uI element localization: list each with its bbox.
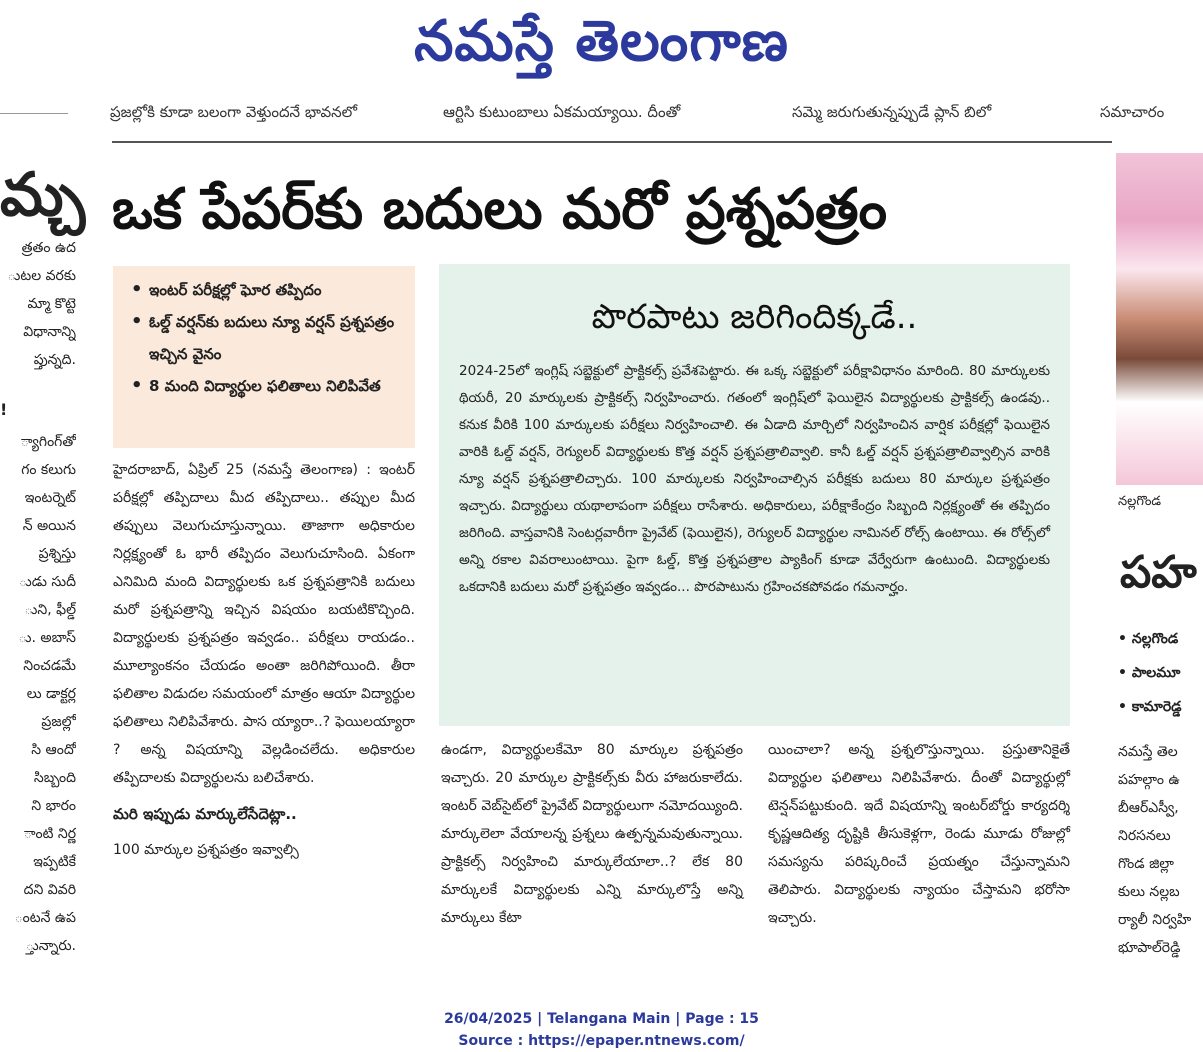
fragment-line: గొండ జిల్లా [1118,856,1174,872]
right-fragment-headline: పహ [1120,547,1197,598]
fragment-mark: ! [0,400,8,419]
info-box-title: పొరపాటు జరిగిందిక్కడే.. [591,297,918,337]
article-headline: ఒక పేపర్‌కు బదులు మరో ప్రశ్నపత్రం [112,177,888,242]
fragment-line: గం కలుగు [21,462,76,478]
right-fragment-column [1118,738,1203,962]
bullet-item: • పాలమూ [1118,665,1181,681]
fragment-line: భూపాల్‌రెడ్డి [1118,940,1181,956]
article-column-2 [441,736,743,932]
fragment-line: ర్యాలీ నిర్వహి [1118,912,1192,928]
fragment-line: ప్తున్నది. [33,352,76,368]
fragment-line: సి ఆందో [31,742,76,758]
fragment-line: నిరసనలు [1118,828,1171,844]
article-column-1 [113,456,415,864]
masthead-logo: నమస్తే తెలంగాణ [414,9,789,74]
right-fragment-bullets [1118,622,1203,724]
fragment-line: పహల్గాం ఉ [1118,772,1180,788]
fragment-line: ్తున్నారు. [25,938,76,954]
fragment-line: ు. అబాస్ [18,630,76,646]
fragment-line: నమస్తే తెల [1118,744,1178,760]
fragment-line: లు డాక్టర్ల [26,686,76,702]
fragment-line: ఇంటర్నెట్ [24,490,76,506]
info-box-body: 2024-25లో ఇంగ్లిష్ సబ్జెక్టులో ప్రాక్టికల్స్ ప్రవేశపెట్టారు. ఈ ఒక్క సబ్జెక్టులో పరీక్షావిధానం మారింది. 80 మార్కులకు థియరీ, 20 మార్కులకు ప్రాక్టికల్స్ నిర్వహించారు. గతంలో ఇంగ్లిష్‌లో ఫెయిలైన విద్యార్థులకు ప్రాక్టికల్స్ ఉండవు.. కనుక వీరికి 100 మార్కులకు పరీక్షలు నిర్వహించాలి. ఈ ఏడాది మార్చిలో నిర్వహించిన వార్షిక పరీక్షల్లో ఫెయిలైన వారికి ఓల్డ్ వర్షన్, రెగ్యులర్ విద్యార్థులకు కొత్త వర్షన్ ప్రశ్నపత్రాలివ్వాలి. కానీ ఓల్డ్ వర్షన్ ప్రశ్నపత్రాలివ్వాల్సిన వారికి న్యూ వర్షన్ ప్రశ్నపత్రాలిచ్చారు. 100 మార్కులకు నిర్వహించాల్సిన పరీక్షకు బదులు 80 మార్కుల ప్రశ్నపత్రం ఇచ్చారు. విద్యార్థులు యథాలాపంగా పరీక్షలు రాసేశారు. అధికారులు, పరీక్షాకేంద్రం సిబ్బంది నిర్లక్ష్యంతో ఈ తప్పిదం జరిగింది. వాస్తవానికి సెంటర్లవారీగా ప్రైవేట్ (ఫెయిలైన), రెగ్యులర్ విద్యార్థుల నామినల్ రోల్స్ ఉంటాయి. ఈ రోల్స్‌లో అన్ని రకాల వివరాలుంటాయి. పైగా ఓల్డ్, కొత్త ప్రశ్నపత్రాల ప్యాకింగ్ కూడా వేర్వేరుగా ఉంటుంది. విద్యార్థులకు ఒకదానికి బదులు మరో ప్రశ్నపత్రం ఇవ్వడం... పొరపాటును గ్రహించకపోవడం గమనార్హం. [459,363,1050,595]
highlight-item: • ఇంటర్ పరీక్షల్లో ఘోర తప్పిదం [131,274,403,306]
fragment-line: దని వివరి [23,882,76,898]
divider [0,113,68,114]
left-fragment-column [0,428,76,960]
fragment-line: ుడు సుదీ [18,574,76,590]
footer-source-link[interactable]: Source : https://epaper.ntnews.com/ [458,1033,745,1049]
fragment-line: నించడమే [23,658,76,674]
fragment-line: త్రతం ఉద [21,240,76,256]
bullet-text: నల్లగొండ [1131,631,1179,647]
teaser-item[interactable]: ఆర్టిసి కుటుంబాలు ఏకమయ్యాయి. దీంతో [443,103,681,121]
article-paragraph: హైదరాబాద్, ఏప్రిల్ 25 (నమస్తే తెలంగాణ) : ఇంటర్ పరీక్షల్లో తప్పిదాలు మీద తప్పిదాలు.. తప్పుల మీద తప్పులు వెలుగుచూస్తున్నాయి. తాజాగా అధికారుల నిర్లక్ష్యంతో ఓ భారీ తప్పిదం వెలుగుచూసింది. ఏకంగా ఎనిమిది మంది విద్యార్థులకు ఒక ప్రశ్నపత్రానికి బదులు మరో ప్రశ్నపత్రాన్ని ఇచ్చిన విషయం బయటికొచ్చింది. విద్యార్థులకు ప్రశ్నపత్రం ఇవ్వడం.. పరీక్షలు రాయడం.. మూల్యాంకనం చేయడం అంతా జరిగిపోయింది. తీరా ఫలితాల విడుదల సమయంలో మాత్రం ఆయా విద్యార్థుల ఫలితాలు నిలిపివేశారు. పాస య్యారా..? ఫెయిలయ్యారా ? అన్న విషయాన్ని వెల్లడించలేదు. అధికారుల తప్పిదాలకు విద్యార్థులను బలిచేశారు. [113,462,415,786]
fragment-line: ాంటి నిర్ణ [23,826,76,842]
fragment-line: ుటల వరకు [7,268,76,284]
fragment-line: ప్రజల్లో [41,714,76,730]
fragment-line: ుని, ఫీల్డ్ [24,602,76,618]
highlight-item: • ఓల్డ్ వర్షన్‌కు బదులు న్యూ వర్షన్ ప్రశ్నపత్రం ఇచ్చిన వైనం [131,306,403,370]
divider [112,141,1112,143]
article-paragraph: యించాలా? అన్న ప్రశ్నలొస్తున్నాయి. ప్రస్తుతానికైతే విద్యార్థుల ఫలితాలు నిలిపివేశారు. దీంతో విద్యార్థుల్లో టెన్షన్‌పట్టుకుంది. ఇదే విషయాన్ని ఇంటర్‌బోర్డు కార్యదర్శి కృష్ణఆదిత్య దృష్టికి తీసుకెళ్లగా, రెండు మూడు రోజుల్లో సమస్యను పరిష్కరించే ప్రయత్నం చేస్తున్నామని తెలిపారు. విద్యార్థులకు న్యాయం చేస్తామని భరోసా ఇచ్చారు. [768,742,1070,926]
article-paragraph: ఉండగా, విద్యార్థులకేమో 80 మార్కుల ప్రశ్నపత్రం ఇచ్చారు. 20 మార్కుల ప్రాక్టికల్స్‌కు వీరు హాజరుకాలేదు. ఇంటర్ వెబ్‌సైట్‌లో ప్రైవేట్ విద్యార్థులుగా నమోదయ్యింది. మార్కులెలా వేయాలన్న ప్రశ్నలు ఉత్పన్నమవుతున్నాయి. ప్రాక్టికల్స్ నిర్వహించి మార్కులేయాలా..? లేక 80 మార్కులకే విద్యార్థులకు ఎన్ని మార్కులొస్తే అన్ని మార్కులు కేటా [441,742,743,926]
teaser-item[interactable]: సమాచారం [1100,103,1165,121]
fragment-line: ఇప్పటికే [33,854,76,870]
fragment-line: న్ అయిన [22,518,76,534]
bullet-text: పాలమూ [1131,665,1181,681]
fragment-line: బీఆర్ఎస్వీ, [1118,800,1179,816]
left-fragment-column [0,234,76,374]
teaser-item[interactable]: ప్రజల్లోకి కూడా బలంగా వెళ్తుందనే భావనలో [110,103,358,121]
fragment-line: ్యాగింగ్‌తో [20,434,76,450]
news-photo [1116,153,1203,485]
article-subhead: మరి ఇప్పుడు మార్కులేసేదెట్లా.. [113,805,297,823]
photo-caption: నల్లగొండ [1118,494,1162,509]
fragment-line: ప్రశ్నిస్తు [38,546,76,562]
teaser-strip [110,98,1203,130]
info-box [439,264,1070,726]
fragment-line: విధానాన్ని [23,324,76,340]
bullet-item: • కామారెడ్డ [1118,699,1182,715]
left-fragment-headline: మ్చ [0,160,86,230]
footer-date-edition: 26/04/2025 | Telangana Main | Page : 15 [444,1011,759,1027]
fragment-line: ంటనే ఉప [14,910,76,926]
bullet-text: కామారెడ్డ [1131,699,1182,715]
fragment-line: మ్మా కొట్టె [27,296,76,312]
fragment-line: ని భారం [31,798,76,814]
highlight-item: • 8 మంది విద్యార్థుల ఫలితాలు నిలిపివేత [131,370,403,402]
page-footer [0,1008,1203,1052]
article-paragraph: 100 మార్కుల ప్రశ్నపత్రం ఇవ్వాల్సి [113,842,299,858]
teaser-item[interactable]: సమ్మె జరుగుతున్నప్పుడే ప్లాన్ బిలో [792,103,992,121]
highlights-box [113,266,415,448]
fragment-line: సిబ్బంది [33,770,76,786]
article-column-3 [768,736,1070,932]
bullet-item: • నల్లగొండ [1118,631,1179,647]
fragment-line: కులు నల్లబ [1118,884,1180,900]
